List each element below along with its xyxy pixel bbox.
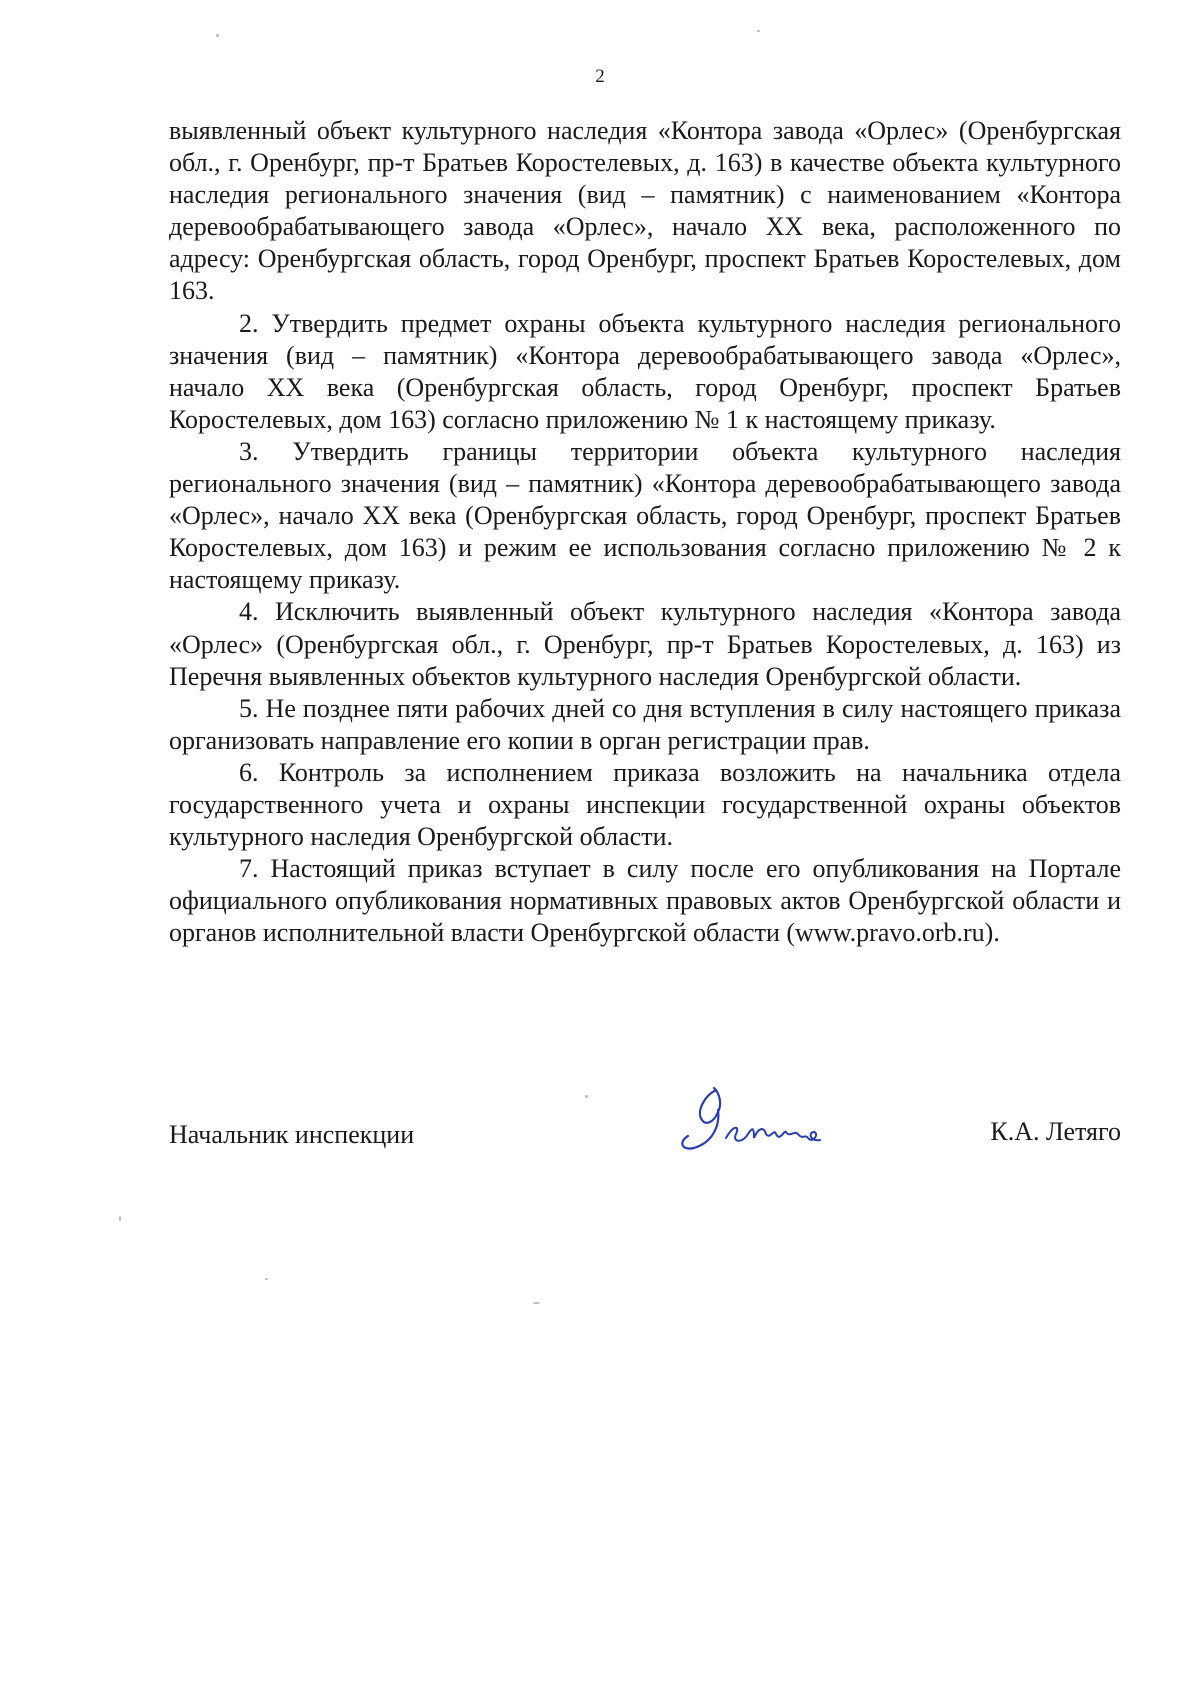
- scan-speck: [216, 34, 219, 37]
- signature-block: [169, 1110, 1121, 1170]
- scan-speck: [585, 1095, 588, 1098]
- paragraph-item-3: 3. Утвердить границы территории объекта культурного наследия регионального значения (вид – памятник) «Контора деревообрабатывающего завода «Орлес», начало XX века (Оренбургская область, город Оренбург, проспект Братьев Коростелевых, дом 163) и режим ее использования согласно приложению № 2 к настоящему приказу.: [169, 436, 1121, 595]
- page-number: 2: [595, 66, 605, 87]
- scan-speck: [265, 1278, 268, 1280]
- scan-speck: [757, 30, 760, 32]
- scan-speck: [119, 1216, 121, 1221]
- paragraph-item-5: 5. Не позднее пяти рабочих дней со дня вступления в силу настоящего приказа организовать направление его копии в орган регистрации прав.: [169, 693, 1121, 755]
- signature-stroke-body: [726, 1128, 820, 1141]
- signatory-name: К.А. Летяго: [990, 1117, 1121, 1146]
- paragraph-item-7: 7. Настоящий приказ вступает в силу после его опубликования на Портале официального опубликования нормативных правовых актов Оренбургской области и органов исполнительной власти Оренбургской области (www.pravo.orb.ru).: [169, 854, 1121, 948]
- signatory-position: Начальник инспекции: [169, 1120, 415, 1149]
- paragraph-item-4: 4. Исключить выявленный объект культурного наследия «Контора завода «Орлес» (Оренбургская обл., г. Оренбург, пр-т Братьев Коростелевых, д. 163) из Перечня выявленных объектов культурного наследия Оренбургской области.: [169, 597, 1121, 691]
- paragraph-continuation: выявленный объект культурного наследия «Контора завода «Орлес» (Оренбургская обл., г. Оренбург, пр-т Братьев Коростелевых, д. 163) в качестве объекта культурного наследия регионального значения (вид – памятник) с наименованием «Контора деревообрабатывающего завода «Орлес», начало XX века, расположенного по адресу: Оренбургская область, город Оренбург, проспект Братьев Коростелевых, дом 163.: [169, 116, 1121, 306]
- paragraph-item-6: 6. Контроль за исполнением приказа возложить на начальника отдела государственного учета и охраны инспекции государственной охраны объектов культурного наследия Оренбургской области.: [169, 757, 1121, 852]
- order-body: [169, 115, 1121, 949]
- scan-speck: [533, 1302, 540, 1304]
- signature-stroke-initial: [682, 1088, 720, 1149]
- paragraph-item-2: 2. Утвердить предмет охраны объекта культурного наследия регионального значения (вид – памятник) «Контора деревообрабатывающего завода «Орлес», начало XX века (Оренбургская область, город Оренбург, проспект Братьев Коростелевых, дом 163) согласно приложению № 1 к настоящему приказу.: [169, 308, 1121, 434]
- handwritten-signature: [674, 1082, 854, 1160]
